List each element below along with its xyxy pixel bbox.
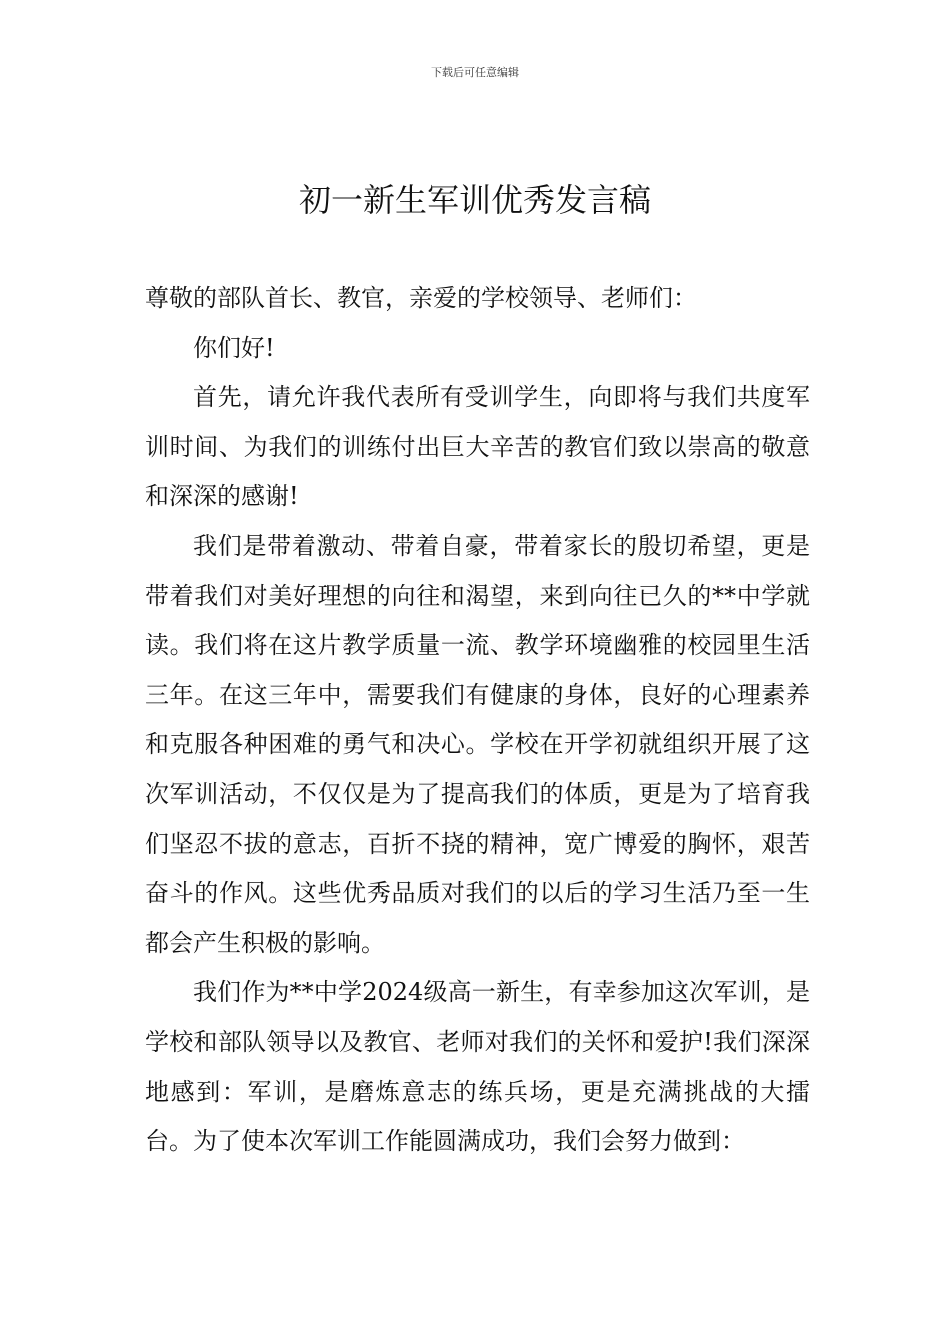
paragraph-thanks: 首先，请允许我代表所有受训学生，向即将与我们共度军训时间、为我们的训练付出巨大辛苦的教官们致以崇高的敬意和深深的感谢!: [145, 383, 810, 511]
paragraph-purpose: 我们是带着激动、带着自豪，带着家长的殷切希望，更是带着我们对美好理想的向往和渴望，来到向往已久的**中学就读。我们将在这片教学质量一流、教学环境幽雅的校园里生活三年。在这三年中，需要我们有健康的身体，良好的心理素养和克服各种困难的勇气和决心。学校在开学初就组织开展了这次军训活动，不仅仅是为了提高我们的体质，更是为了培育我们坚忍不拔的意志，百折不挠的精神，宽广博爱的胸怀，艰苦奋斗的作风。这些优秀品质对我们的以后的学习生活乃至一生都会产生积极的影响。: [145, 531, 810, 957]
paragraph-commitment: 我们作为**中学2024级高一新生，有幸参加这次军训，是学校和部队领导以及教官、老师对我们的关怀和爱护!我们深深地感到：军训，是磨炼意志的练兵场，更是充满挑战的大擂台。为了使本次军训工作能圆满成功，我们会努力做到：: [145, 978, 810, 1156]
salutation: 尊敬的部队首长、教官，亲爱的学校领导、老师们：: [145, 284, 697, 312]
header-note: 下载后可任意编辑: [431, 66, 519, 79]
paragraph-greeting: 你们好!: [193, 333, 275, 362]
document-body: [145, 274, 810, 1167]
document-title: 初一新生军训优秀发言稿: [298, 181, 651, 219]
